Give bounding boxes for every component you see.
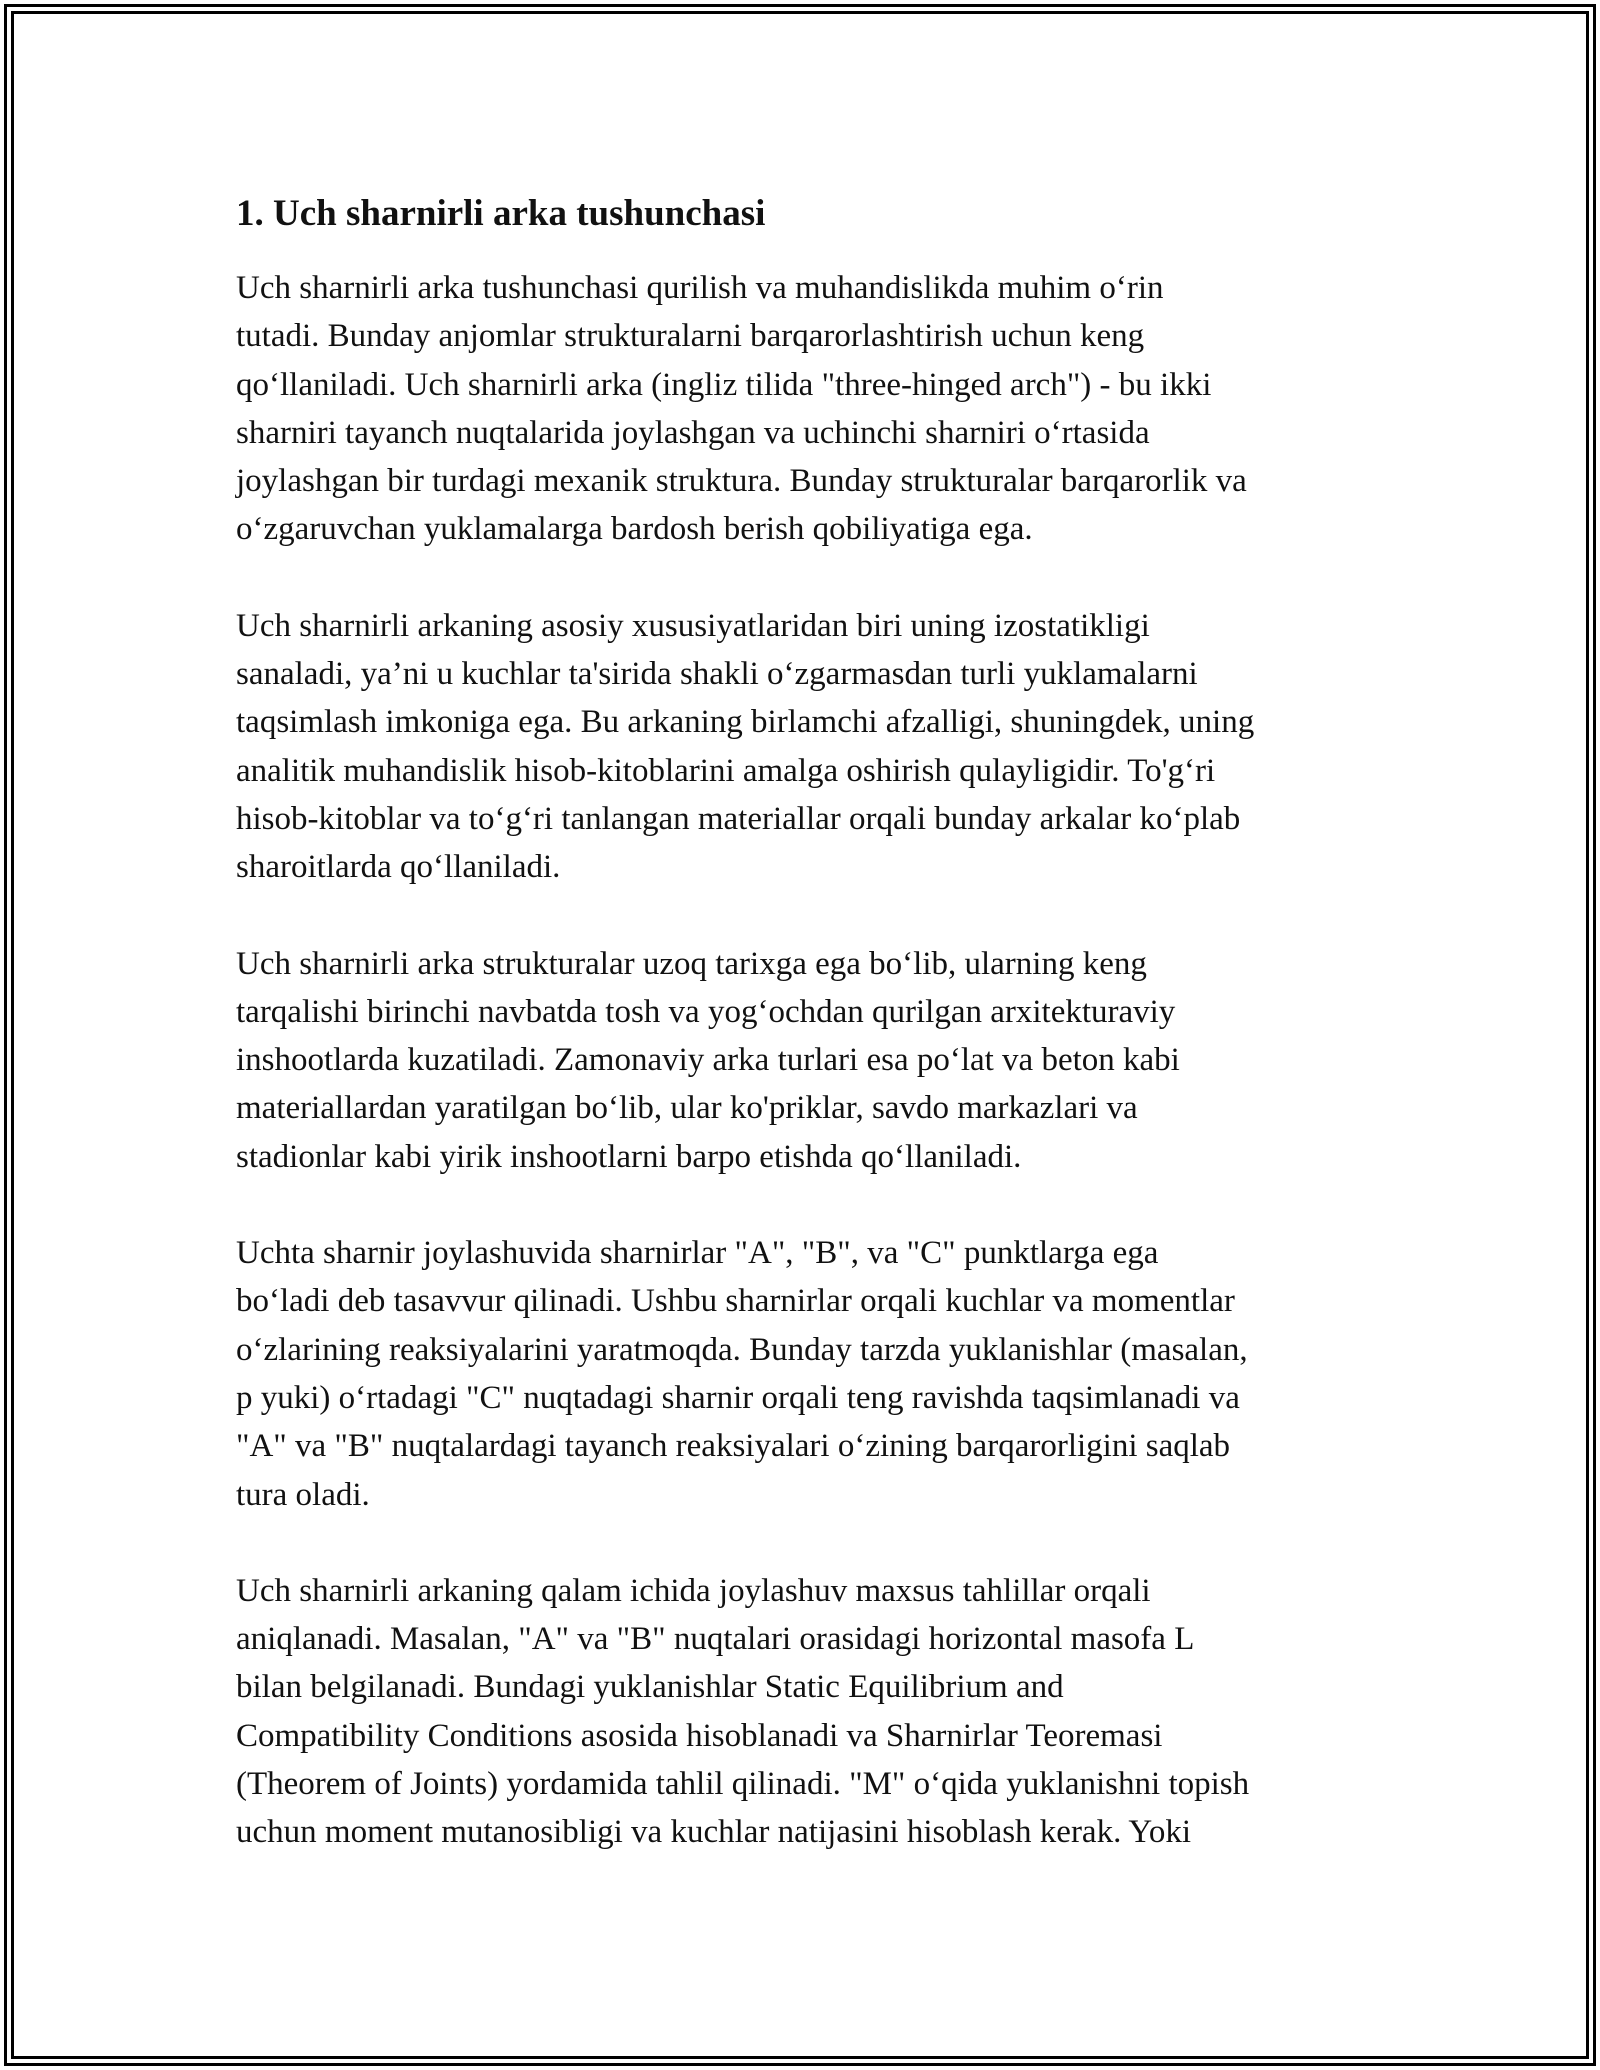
text-line: tarqalishi birinchi navbatda tosh va yog‘ochdan qurilgan arxitekturaviy [236,993,1176,1030]
text-line: analitik muhandislik hisob-kitoblarini amalga oshirish qulayligidir. To'g‘ri [236,752,1216,789]
text-line: inshootlarda kuzatiladi. Zamonaviy arka turlari esa po‘lat va beton kabi [236,1042,1180,1079]
text-line: sharniri tayanch nuqtalarida joylashgan va uchinchi sharniri o‘rtasida [236,414,1150,451]
text-line: sanaladi, ya’ni u kuchlar ta'sirida shakli o‘zgarmasdan turli yuklamalarni [236,656,1198,693]
text-line: Uch sharnirli arkaning qalam ichida joylashuv maxsus tahlillar orqali [236,1572,1151,1609]
text-line: p yuki) o‘rtadagi "C" nuqtadagi sharnir orqali teng ravishda taqsimlanadi va [236,1379,1240,1416]
text-line: Compatibility Conditions asosida hisoblanadi va Sharnirlar Teoremasi [236,1717,1163,1754]
text-line: sharoitlarda qo‘llaniladi. [236,849,561,886]
text-line: Uch sharnirli arkaning asosiy xususiyatlaridan biri uning izostatikligi [236,607,1150,644]
paragraph-4 [236,1229,1376,1519]
text-line: Uchta sharnir joylashuvida sharnirlar "A", "B", va "C" punktlarga ega [236,1235,1159,1272]
paragraph-5 [236,1567,1376,1857]
text-line: tura oladi. [236,1476,370,1513]
text-line: stadionlar kabi yirik inshootlarni barpo etishda qo‘llaniladi. [236,1138,1022,1175]
text-line: bilan belgilanadi. Bundagi yuklanishlar Static Equilibrium and [236,1669,1064,1706]
document-body [236,188,1376,1905]
text-line: uchun moment mutanosibligi va kuchlar natijasini hisoblash kerak. Yoki [236,1814,1192,1851]
text-line: hisob-kitoblar va to‘g‘ri tanlangan materiallar orqali bunday arkalar ko‘plab [236,800,1241,837]
text-line: Uch sharnirli arka strukturalar uzoq tarixga ega bo‘lib, ularning keng [236,945,1147,982]
text-line: materiallardan yaratilgan bo‘lib, ular ko'priklar, savdo markazlari va [236,1090,1138,1127]
text-line: "A" va "B" nuqtalardagi tayanch reaksiyalari o‘zining barqarorligini saqlab [236,1428,1231,1465]
paragraph-3 [236,940,1376,1181]
paragraph-2 [236,602,1376,892]
text-line: o‘zgaruvchan yuklamalarga bardosh berish qobiliyatiga ega. [236,511,1033,548]
text-line: taqsimlash imkoniga ega. Bu arkaning birlamchi afzalligi, shuningdek, uning [236,704,1255,741]
text-line: tutadi. Bunday anjomlar strukturalarni barqarorlashtirish uchun keng [236,318,1145,355]
text-line: qo‘llaniladi. Uch sharnirli arka (ingliz tilida "three-hinged arch") - bu ikki [236,366,1212,403]
text-line: aniqlanadi. Masalan, "A" va "B" nuqtalari orasidagi horizontal masofa L [236,1621,1195,1658]
paragraph-1 [236,264,1376,554]
text-line: bo‘ladi deb tasavvur qilinadi. Ushbu sharnirlar orqali kuchlar va momentlar [236,1283,1235,1320]
paragraphs-container [236,264,1376,1857]
text-line: Uch sharnirli arka tushunchasi qurilish va muhandislikda muhim o‘rin [236,270,1164,306]
section-heading: 1. Uch sharnirli arka tushunchasi [236,193,766,234]
text-line: o‘zlarining reaksiyalarini yaratmoqda. Bunday tarzda yuklanishlar (masalan, [236,1331,1248,1368]
text-line: joylashgan bir turdagi mexanik struktura. Bunday strukturalar barqarorlik va [236,463,1247,500]
text-line: (Theorem of Joints) yordamida tahlil qilinadi. "M" o‘qida yuklanishni topish [236,1766,1250,1803]
